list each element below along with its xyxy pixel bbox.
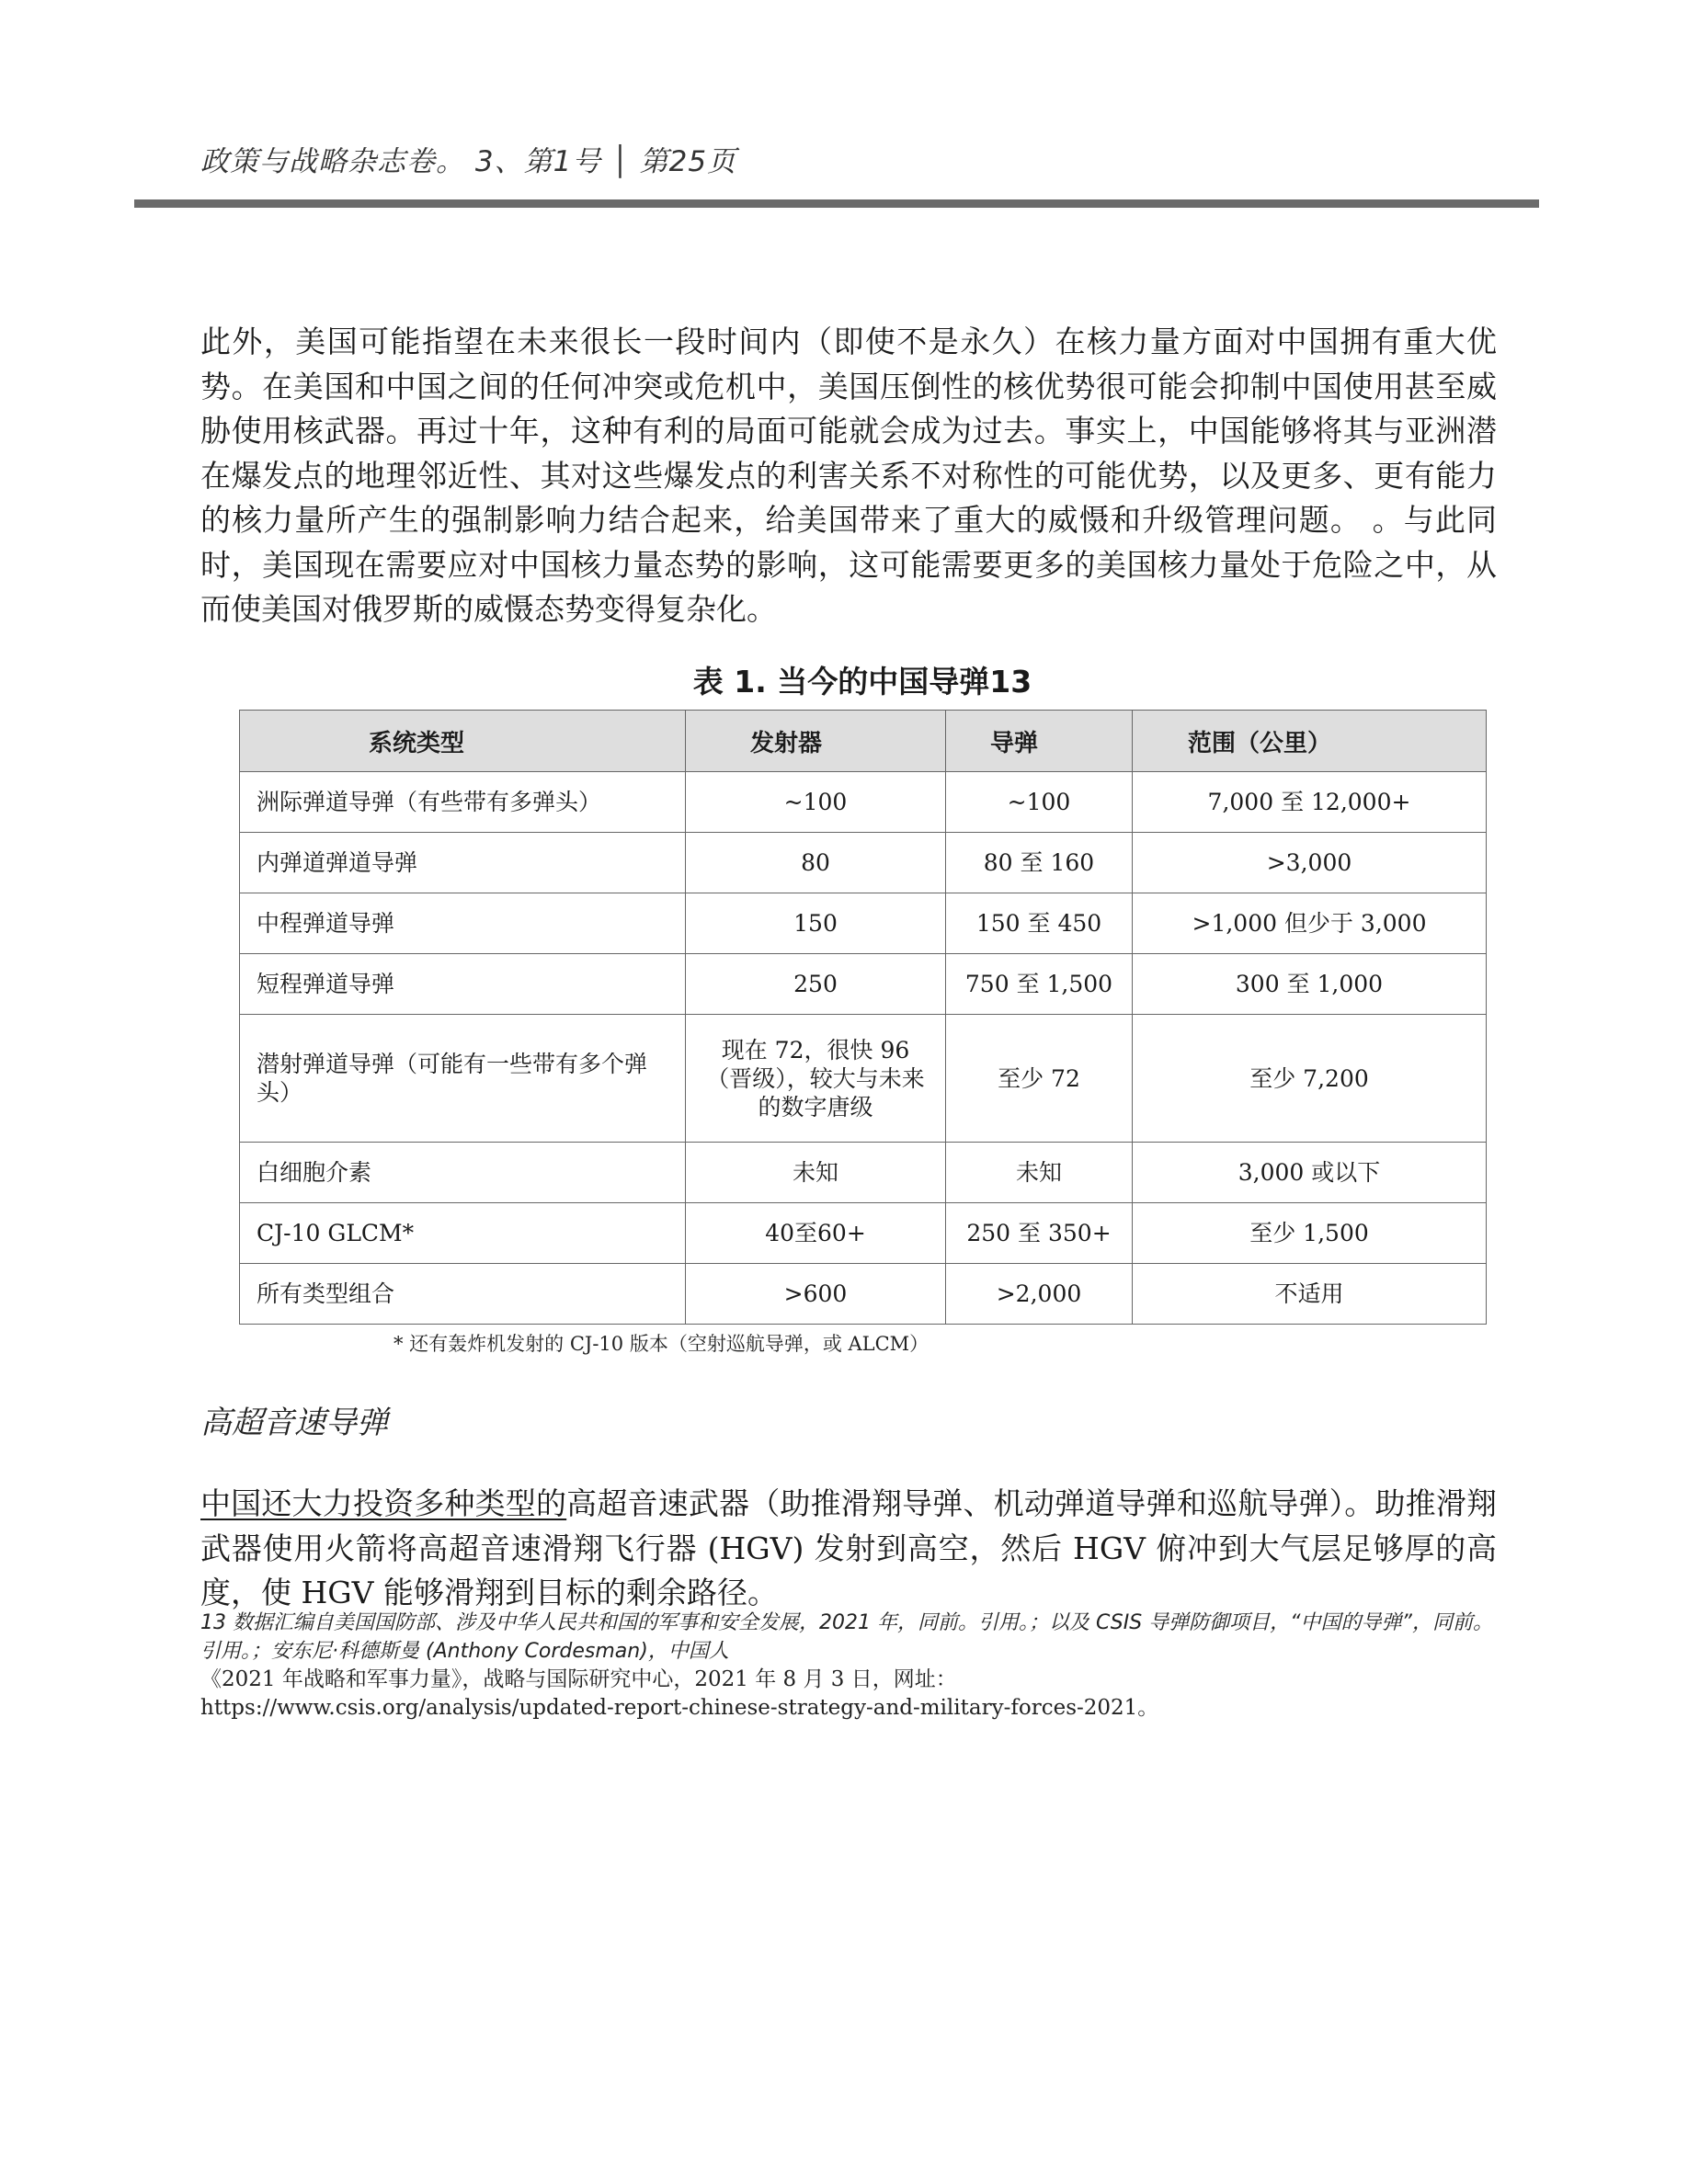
table-row — [240, 1143, 1487, 1203]
cell-missiles: 750 至 1,500 — [946, 954, 1133, 1015]
table-row — [240, 1015, 1487, 1143]
table-row — [240, 772, 1487, 833]
cell-range: 至少 1,500 — [1133, 1203, 1487, 1264]
cell-system-type: 潜射弹道导弹（可能有一些带有多个弹头） — [240, 1015, 686, 1143]
footnote — [200, 1609, 1497, 1723]
cell-system-type: 白细胞介素 — [240, 1143, 686, 1203]
cell-range: >3,000 — [1133, 833, 1487, 893]
cell-launchers: >600 — [686, 1264, 946, 1325]
cell-missiles: >2,000 — [946, 1264, 1133, 1325]
underlined-text: 中国还大力投资多种类型的 — [200, 1485, 567, 1521]
cell-range: >1,000 但少于 3,000 — [1133, 893, 1487, 954]
cell-system-type: 中程弹道导弹 — [240, 893, 686, 954]
running-header: 政策与战略杂志卷。 3、第1号 │ 第25页 — [200, 145, 737, 178]
cell-missiles: 未知 — [946, 1143, 1133, 1203]
cell-launchers: 40至60+ — [686, 1203, 946, 1264]
table-row — [240, 1203, 1487, 1264]
body-paragraph: 此外，美国可能指望在未来很长一段时间内（即使不是永久）在核力量方面对中国拥有重大优势。在美国和中国之间的任何冲突或危机中，美国压倒性的核优势很可能会抑制中国使用甚至威胁使用核武器。再过十年，这种有利的局面可能就会成为过去。事实上，中国能够将其与亚洲潜在爆发点的地理邻近性、其对这些爆发点的利害关系不对称性的可能优势，以及更多、更有能力的核力量所产生的强制影响力结合起来，给美国带来了重大的威慑和升级管理问题。 。与此同时，美国现在需要应对中国核力量态势的影响，这可能需要更多的美国核力量处于危险之中，从而使美国对俄罗斯的威慑态势变得复杂化。 — [200, 324, 1497, 627]
paragraph-text: 高超音速武器（助推滑翔导弹、机动弹道导弹和巡航导弹）。助推滑翔武器使用火箭将高超音速滑翔飞行器 (HGV) 发射到高空，然后 HGV 俯冲到大气层足够厚的高度，使 HGV 能够滑翔到目标的剩余路径。 — [200, 1485, 1498, 1610]
cell-range: 300 至 1,000 — [1133, 954, 1487, 1015]
col-header-launchers: 发射器 — [686, 711, 946, 772]
table-row — [240, 893, 1487, 954]
cell-launchers: 250 — [686, 954, 946, 1015]
header-rule — [134, 199, 1539, 208]
table-row — [240, 833, 1487, 893]
footnote-url: https://www.csis.org/analysis/updated-report-chinese-strategy-and-military-forces-2021。 — [200, 1696, 1159, 1720]
table-header-row — [240, 711, 1487, 772]
cell-range: 7,000 至 12,000+ — [1133, 772, 1487, 833]
cell-range: 3,000 或以下 — [1133, 1143, 1487, 1203]
cell-launchers: 80 — [686, 833, 946, 893]
section-heading: 高超音速导弹 — [200, 1405, 388, 1441]
col-header-range: 范围（公里） — [1133, 711, 1487, 772]
cell-range: 不适用 — [1133, 1264, 1487, 1325]
cell-launchers: ~100 — [686, 772, 946, 833]
table-caption: 表 1. 当今的中国导弹13 — [692, 664, 1032, 700]
cell-missiles: 250 至 350+ — [946, 1203, 1133, 1264]
cell-system-type: 短程弹道导弹 — [240, 954, 686, 1015]
section-paragraph — [200, 1482, 1497, 1616]
cell-missiles: 至少 72 — [946, 1015, 1133, 1143]
cell-launchers: 150 — [686, 893, 946, 954]
cell-system-type: 所有类型组合 — [240, 1264, 686, 1325]
col-header-system-type: 系统类型 — [240, 711, 686, 772]
table-note: * 还有轰炸机发射的 CJ-10 版本（空射巡航导弹，或 ALCM） — [393, 1333, 930, 1355]
cell-range: 至少 7,200 — [1133, 1015, 1487, 1143]
cell-system-type: CJ-10 GLCM* — [240, 1203, 686, 1264]
cell-launchers: 现在 72，很快 96（晋级），较大与未来的数字唐级 — [686, 1015, 946, 1143]
cell-system-type: 内弹道弹道导弹 — [240, 833, 686, 893]
cell-missiles: 150 至 450 — [946, 893, 1133, 954]
table-row — [240, 1264, 1487, 1325]
cell-system-type: 洲际弹道导弹（有些带有多弹头） — [240, 772, 686, 833]
table-row — [240, 954, 1487, 1015]
footnote-line: 《2021 年战略和军事力量》，战略与国际研究中心，2021 年 8 月 3 日，网址： — [200, 1667, 957, 1691]
missile-table — [239, 710, 1487, 1325]
col-header-missiles: 导弹 — [946, 711, 1133, 772]
footnote-line: 13 数据汇编自美国国防部、涉及中华人民共和国的军事和安全发展，2021 年，同前。引用。；以及 CSIS 导弹防御项目，“中国的导弹”，同前。引用。；安东尼·科德斯曼 (Anthony Cordesman)，中国人 — [200, 1611, 1493, 1663]
cell-missiles: ~100 — [946, 772, 1133, 833]
cell-launchers: 未知 — [686, 1143, 946, 1203]
cell-missiles: 80 至 160 — [946, 833, 1133, 893]
